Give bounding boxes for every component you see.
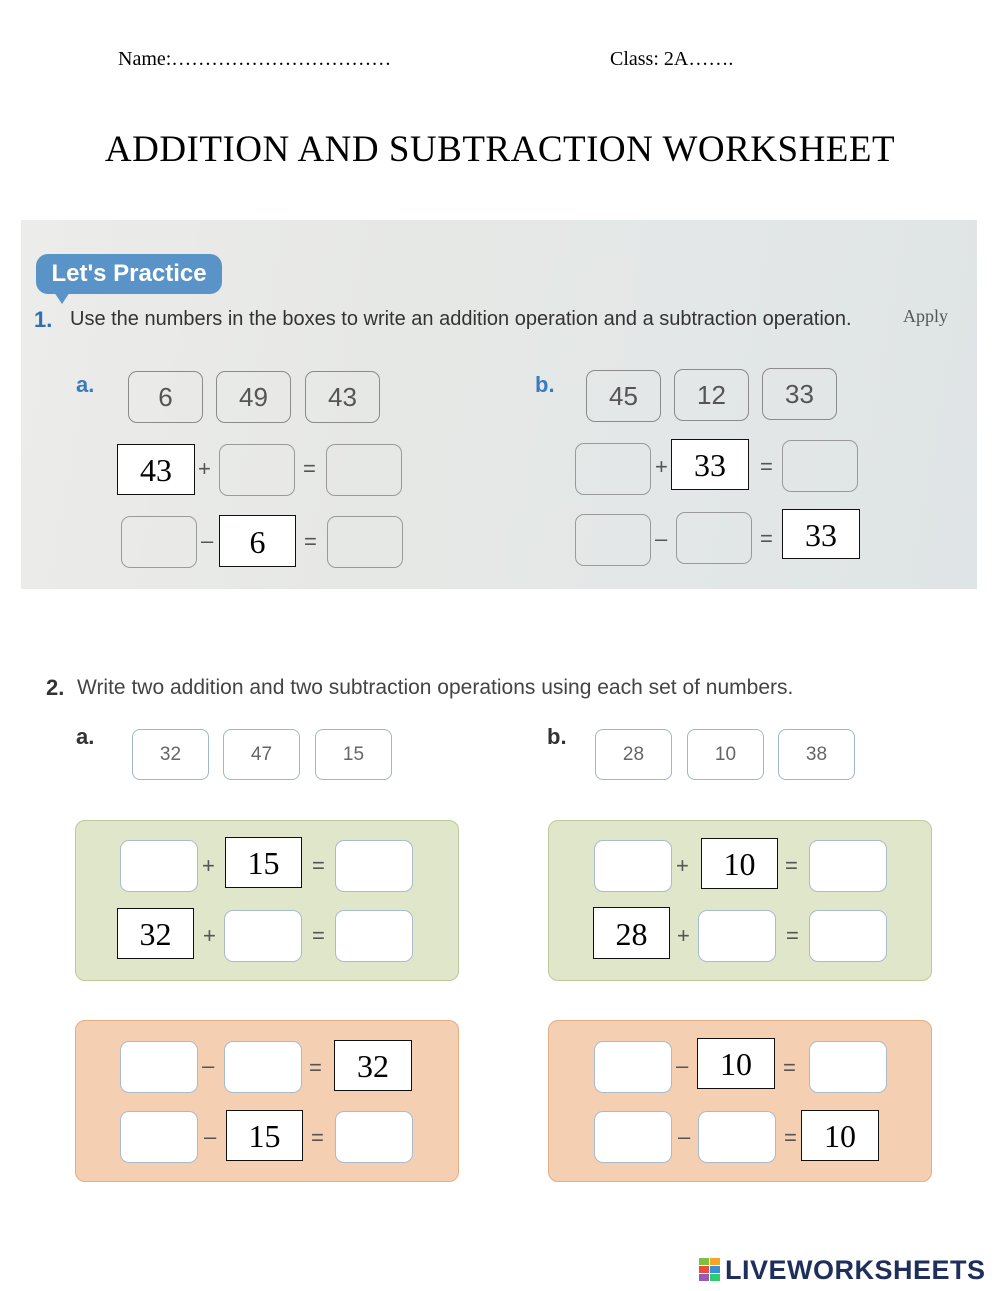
plus-sign: + <box>677 923 690 948</box>
q2b-sub2-operand2-input[interactable] <box>698 1111 776 1163</box>
q2b-number-box: 38 <box>778 729 855 780</box>
q2b-add2-result-input[interactable] <box>809 910 887 962</box>
q2b-sub1-result-input[interactable] <box>809 1041 887 1093</box>
q2a-add1-operand1-input[interactable] <box>120 840 198 892</box>
q1a-add-operand2-input[interactable] <box>219 444 295 496</box>
equals-sign: = <box>760 454 773 479</box>
q2-part-a-letter: a. <box>76 724 95 749</box>
q2b-sub1-operand2-input[interactable]: 10 <box>697 1038 775 1089</box>
q2a-add1-operand2-input[interactable]: 15 <box>225 837 302 888</box>
q1a-sub-operand1-input[interactable] <box>121 516 197 568</box>
q1b-sub-operand2-input[interactable] <box>676 512 752 564</box>
q2a-sub1-result-input[interactable]: 32 <box>334 1040 412 1091</box>
equals-sign: = <box>312 923 325 948</box>
q2b-sub2-result-input[interactable]: 10 <box>801 1110 879 1161</box>
q2b-add2-operand2-input[interactable] <box>698 910 776 962</box>
q1a-sub-operand2-input[interactable]: 6 <box>219 515 296 567</box>
plus-sign: + <box>202 853 215 878</box>
class-field: Class: 2A……. <box>610 48 734 70</box>
q2b-add1-operand1-input[interactable] <box>594 840 672 892</box>
q2b-add1-operand2-input[interactable]: 10 <box>701 838 778 889</box>
q1b-add-result-input[interactable] <box>782 440 858 492</box>
q1a-sub-result-input[interactable] <box>327 516 403 568</box>
q2b-number-box: 10 <box>687 729 764 780</box>
minus-sign: – <box>204 1124 217 1149</box>
q1a-number-box: 43 <box>305 371 380 423</box>
minus-sign: – <box>655 526 668 551</box>
q2b-add1-result-input[interactable] <box>809 840 887 892</box>
q2a-add1-result-input[interactable] <box>335 840 413 892</box>
equals-sign: = <box>760 526 773 551</box>
q1b-number-box: 45 <box>586 370 661 422</box>
equals-sign: = <box>303 456 316 481</box>
question1-instruction: Use the numbers in the boxes to write an addition operation and a subtraction operation. <box>70 308 852 330</box>
q2b-sub2-operand1-input[interactable] <box>594 1111 672 1163</box>
q1a-number-box: 6 <box>128 371 203 423</box>
minus-sign: – <box>678 1124 691 1149</box>
lets-practice-badge: Let's Practice <box>36 254 222 294</box>
q1b-number-box: 33 <box>762 368 837 420</box>
q1b-number-box: 12 <box>674 369 749 421</box>
q1a-add-operand1-input[interactable]: 43 <box>117 444 195 495</box>
equals-sign: = <box>312 853 325 878</box>
minus-sign: – <box>676 1053 689 1078</box>
minus-sign: – <box>202 1053 215 1078</box>
q2a-sub2-operand1-input[interactable] <box>120 1111 198 1163</box>
q2-part-b-letter: b. <box>547 724 567 749</box>
q2a-add2-operand2-input[interactable] <box>224 910 302 962</box>
equals-sign: = <box>783 1055 796 1080</box>
plus-sign: + <box>203 923 216 948</box>
worksheet-title: ADDITION AND SUBTRACTION WORKSHEET <box>104 129 896 170</box>
plus-sign: + <box>655 454 668 479</box>
q1b-add-operand1-input[interactable] <box>575 443 651 495</box>
name-field: Name:…………………………… <box>118 48 392 70</box>
liveworksheets-logo: LIVEWORKSHEETS <box>725 1255 986 1285</box>
q1a-add-result-input[interactable] <box>326 444 402 496</box>
q2a-sub2-result-input[interactable] <box>335 1111 413 1163</box>
q2a-number-box: 15 <box>315 729 392 780</box>
equals-sign: = <box>304 529 317 554</box>
q2b-add2-operand1-input[interactable]: 28 <box>593 907 670 959</box>
plus-sign: + <box>198 456 211 481</box>
q1-part-b-letter: b. <box>535 372 555 397</box>
q2a-number-box: 32 <box>132 729 209 780</box>
equals-sign: = <box>786 923 799 948</box>
q2b-sub1-operand1-input[interactable] <box>594 1041 672 1093</box>
q1b-add-operand2-input[interactable]: 33 <box>671 439 749 490</box>
minus-sign: – <box>201 528 214 553</box>
plus-sign: + <box>676 853 689 878</box>
q2a-sub1-operand2-input[interactable] <box>224 1041 302 1093</box>
liveworksheets-logo-icon <box>699 1258 721 1282</box>
q2a-number-box: 47 <box>223 729 300 780</box>
q2a-sub2-operand2-input[interactable]: 15 <box>226 1110 303 1161</box>
question1-number: 1. <box>34 307 53 332</box>
question2-number: 2. <box>46 675 65 700</box>
q1b-sub-result-input[interactable]: 33 <box>782 509 860 559</box>
equals-sign: = <box>784 1125 797 1150</box>
equals-sign: = <box>309 1055 322 1080</box>
q2a-sub1-operand1-input[interactable] <box>120 1041 198 1093</box>
q2a-add2-result-input[interactable] <box>335 910 413 962</box>
apply-label: Apply <box>903 306 948 326</box>
q1b-sub-operand1-input[interactable] <box>575 514 651 566</box>
q2b-number-box: 28 <box>595 729 672 780</box>
q2a-add2-operand1-input[interactable]: 32 <box>117 908 194 959</box>
q1a-number-box: 49 <box>216 371 291 423</box>
question2-instruction: Write two addition and two subtraction operations using each set of numbers. <box>77 676 794 699</box>
equals-sign: = <box>785 853 798 878</box>
equals-sign: = <box>311 1125 324 1150</box>
q1-part-a-letter: a. <box>76 372 95 397</box>
